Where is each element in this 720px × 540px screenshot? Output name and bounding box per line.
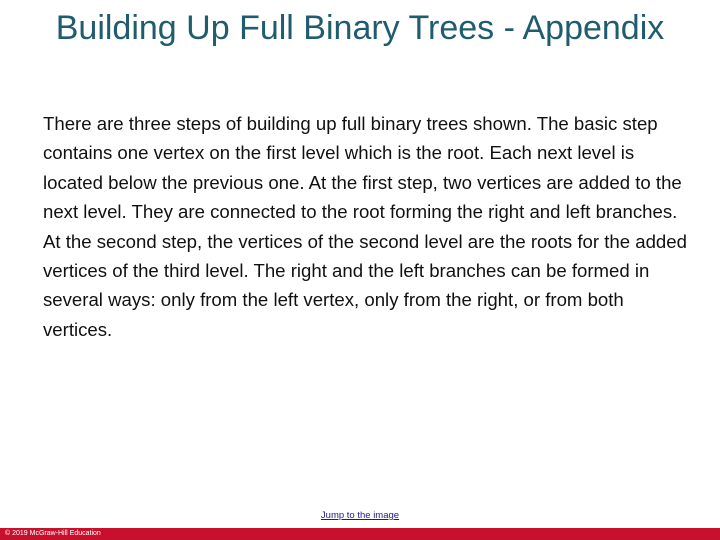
footer-bar [0, 528, 720, 540]
jump-to-image-link[interactable]: Jump to the image [320, 510, 400, 521]
slide-body-text: There are three steps of building up full binary trees shown. The basic step contains one vertex on the first level which is the root. Each next level is located below the previous one. At the first step, two vertices are added to the next level. They are connected to the root forming the right and left branches. At the second step, the vertices of the second level are the roots for the added vertices of the third level. The right and the left branches can be formed in several ways: only from the left vertex, only from the right, or from both vertices. [43, 113, 687, 340]
copyright-text: © 2019 McGraw-Hill Education [5, 530, 101, 537]
slide-title: Building Up Full Binary Trees - Appendix [55, 9, 665, 47]
